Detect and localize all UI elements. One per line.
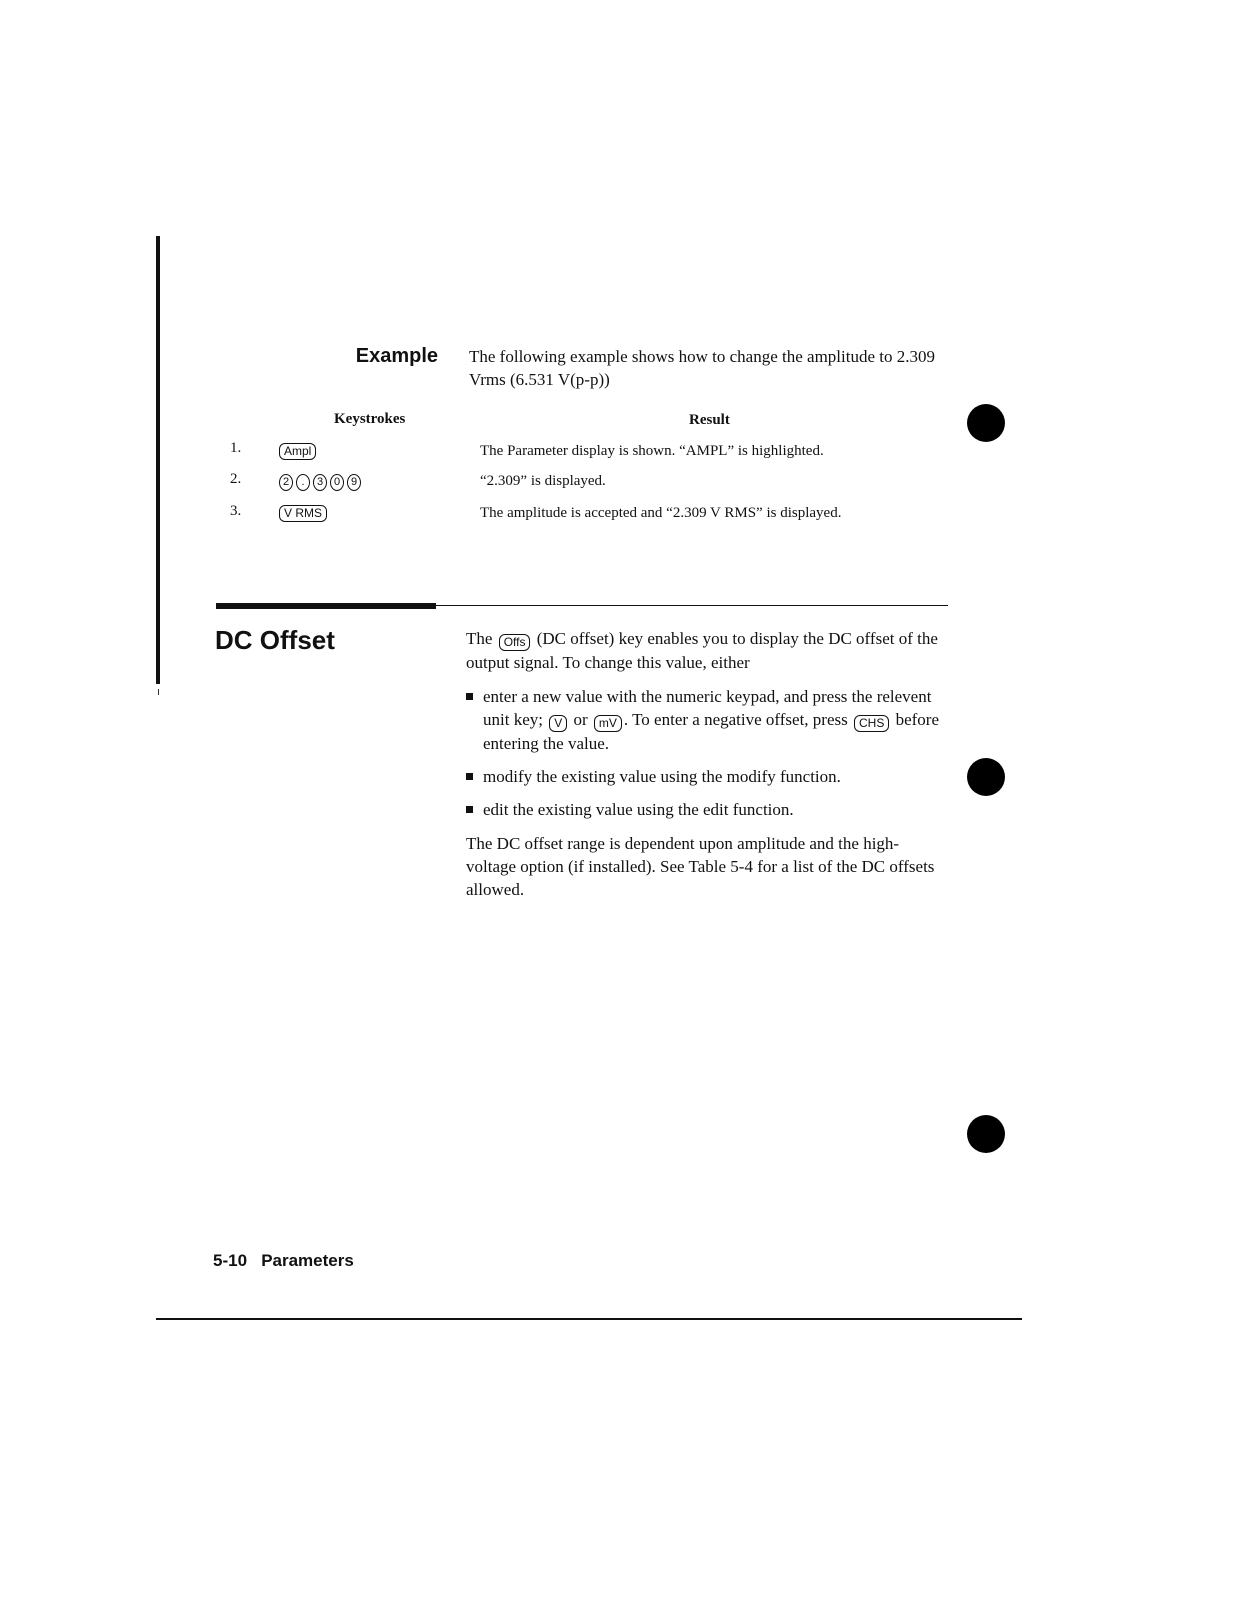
keystrokes-column-header: Keystrokes [334, 411, 406, 427]
bullet-text: modify the existing value using the modify function. [483, 767, 841, 786]
dc-offset-options-list [466, 685, 946, 821]
footer-rule [156, 1318, 1022, 1320]
step-result: “2.309” is displayed. [480, 473, 606, 489]
list-item [466, 685, 946, 755]
binder-hole-icon [967, 1115, 1005, 1153]
list-item [466, 798, 946, 821]
dc-offset-range-note: The DC offset range is dependent upon amplitude and the high-voltage option (if installed). See Table 5-4 for a list of the DC offsets allowed. [466, 834, 935, 899]
mv-key[interactable]: mV [594, 715, 622, 732]
ampl-key[interactable]: Ampl [279, 443, 316, 460]
digit-0-key[interactable]: 0 [330, 474, 344, 491]
step-number: 1. [230, 440, 242, 456]
binder-hole-icon [967, 758, 1005, 796]
dc-offset-heading: DC Offset [215, 625, 335, 655]
step-number: 2. [230, 471, 242, 487]
decimal-point-key[interactable]: . [296, 474, 310, 491]
example-intro: The following example shows how to change the amplitude to 2.309 Vrms (6.531 V(p-p)) [469, 347, 935, 389]
digit-2-key[interactable]: 2 [279, 474, 293, 491]
chs-key[interactable]: CHS [854, 715, 889, 732]
step-keystrokes [279, 505, 327, 522]
bullet-icon [466, 806, 473, 813]
v-rms-key[interactable]: V RMS [279, 505, 327, 522]
section-divider-heavy [216, 603, 436, 609]
step-result: The Parameter display is shown. “AMPL” is highlighted. [480, 443, 824, 459]
offs-key[interactable]: Offs [499, 634, 531, 651]
bullet-text: edit the existing value using the edit function. [483, 800, 794, 819]
result-column-header: Result [689, 412, 730, 428]
bullet-text: . To enter a negative offset, press [623, 710, 848, 729]
list-item [466, 765, 946, 788]
step-result: The amplitude is accepted and “2.309 V RMS” is displayed. [480, 505, 842, 521]
intro-text: (DC offset) key enables you to display the DC offset of the output signal. To change this value, either [466, 629, 938, 672]
dc-offset-body [466, 627, 946, 901]
bullet-icon [466, 773, 473, 780]
digit-9-key[interactable]: 9 [347, 474, 361, 491]
step-keystrokes [279, 474, 361, 491]
step-keystrokes [279, 443, 316, 460]
digit-3-key[interactable]: 3 [313, 474, 327, 491]
margin-tick-mark [158, 689, 159, 695]
bullet-text: before entering the value. [483, 710, 940, 753]
binder-hole-icon [967, 404, 1005, 442]
margin-change-bar [156, 236, 160, 684]
v-key[interactable]: V [549, 715, 567, 732]
dc-offset-intro [466, 627, 946, 674]
bullet-icon [466, 693, 473, 700]
page-footer-label: 5-10 Parameters [213, 1251, 354, 1270]
bullet-text: or [573, 710, 588, 729]
bullet-text: enter a new value with the numeric keypad, and press the relevent unit key; [483, 687, 932, 729]
intro-text: The [466, 629, 493, 648]
step-number: 3. [230, 503, 242, 519]
example-heading: Example [355, 345, 438, 367]
